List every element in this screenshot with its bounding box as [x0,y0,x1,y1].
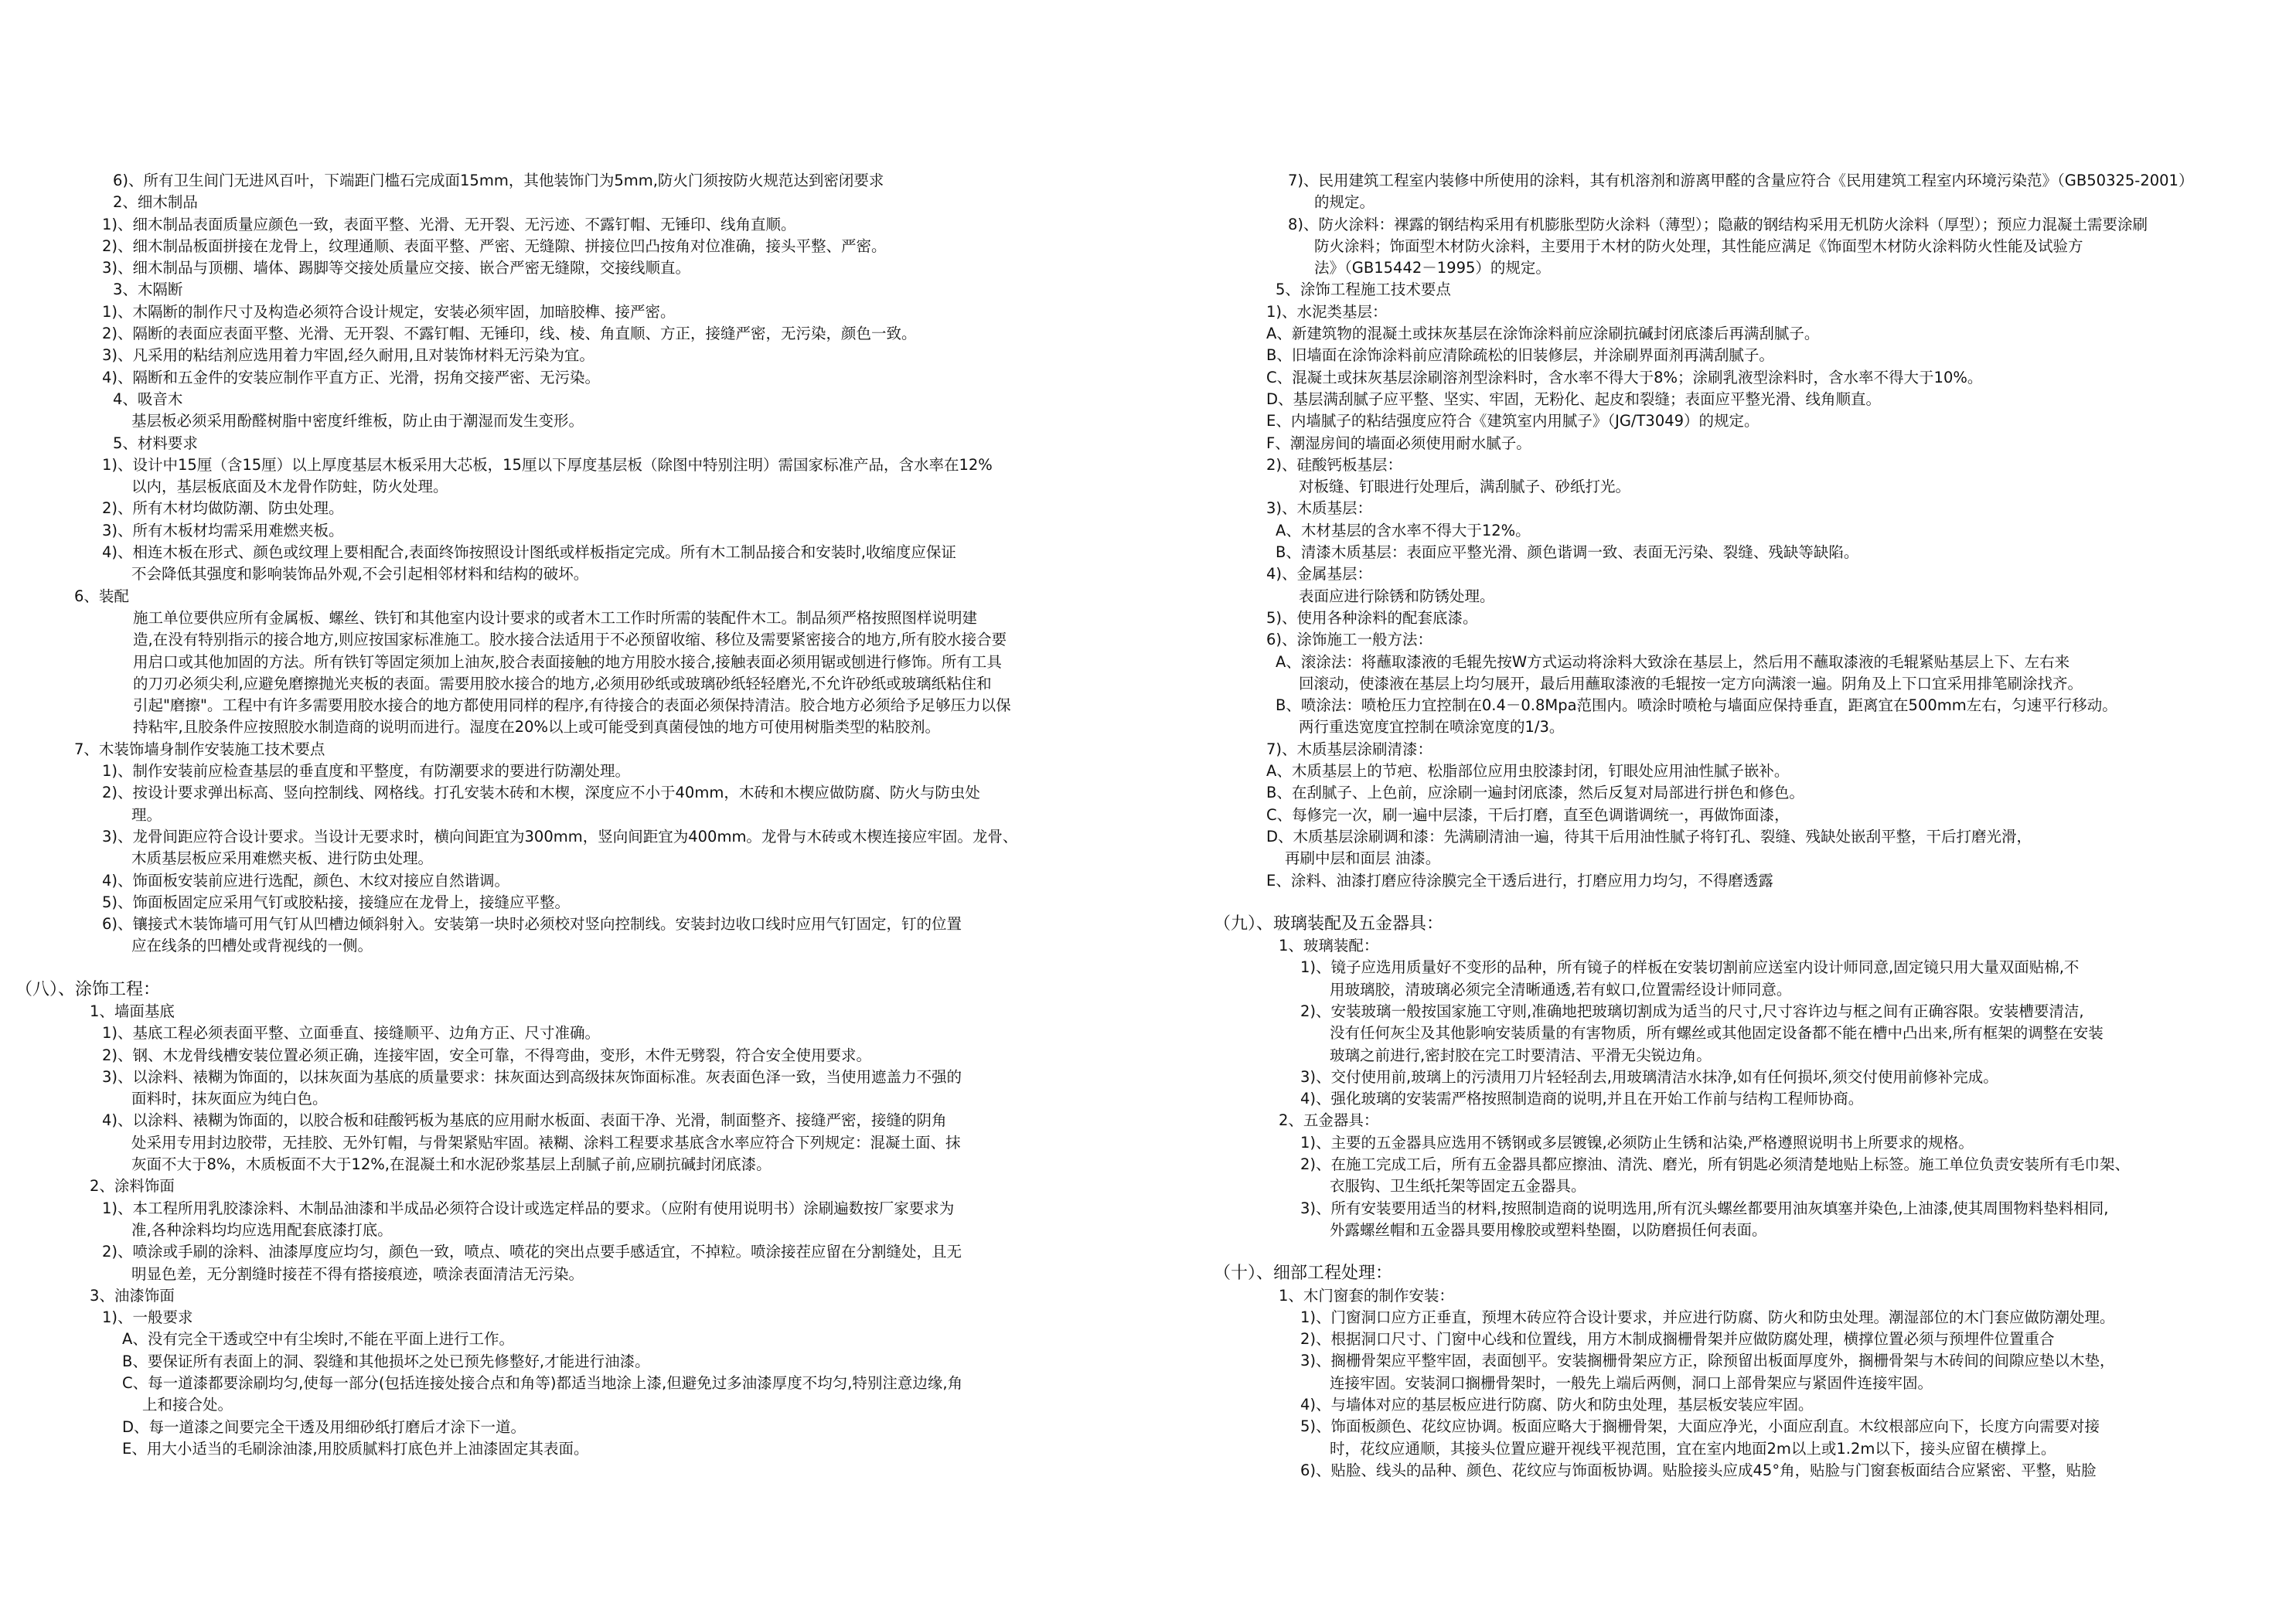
spec-line: 1)、设计中15厘（含15厘）以上厚度基层木板采用大芯板，15厘以下厚度基层板（除图中特别注明）需国家标准产品，含水率在12% [102,455,993,474]
spec-line: 3)、木质基层： [1266,499,1373,518]
spec-line: 2、细木制品 [113,193,198,212]
spec-line: 1、墙面基底 [90,1002,175,1020]
spec-line: 外露螺丝帽和五金器具要用橡胶或塑料垫圈，以防磨损任何表面。 [1330,1220,1767,1239]
spec-line: 应在线条的凹槽处或背视线的一侧。 [131,937,373,955]
spec-line: 木质基层板应采用难燃夹板、进行防虫处理。 [131,849,434,868]
spec-line: 基层板必须采用酚醛树脂中密度纤维板，防止由于潮湿而发生变形。 [131,412,584,430]
spec-line: 6)、涂饰施工一般方法： [1266,631,1433,649]
spec-line: 1)、木隔断的制作尺寸及构造必须符合设计规定，安装必须牢固，加暗胶榫、接严密。 [102,302,676,321]
spec-line: 3)、以涂料、裱糊为饰面的，以抹灰面为基底的质量要求：抹灰面达到高级抹灰饰面标准。灰表面色泽一致，当使用遮盖力不强的 [102,1067,962,1086]
spec-line: F、潮湿房间的墙面必须使用耐水腻子。 [1266,434,1531,452]
spec-line: 7、木装饰墙身制作安装施工技术要点 [74,740,325,758]
spec-line: 面料时，抹灰面应为纯白色。 [131,1090,328,1108]
spec-line: B、喷涂法：喷枪压力宜控制在0.4－0.8Mpa范围内。喷涂时喷枪与墙面应保持垂直，距离宜在500mm左右，匀速平行移动。 [1276,696,2117,715]
spec-line: 衣服钩、卫生纸托架等固定五金器具。 [1330,1177,1586,1196]
spec-line: B、要保证所有表面上的洞、裂缝和其他损坏之处已预先修整好,才能进行油漆。 [122,1352,650,1370]
spec-line: 2)、安装玻璃一般按国家施工守则,准确地把玻璃切割成为适当的尺寸,尺寸容许边与框之间有正确容限。安装槽要清洁, [1300,1002,2084,1020]
spec-line: 5、材料要求 [113,434,198,452]
spec-line: 灰面不大于8%，木质板面不大于12%,在混凝土和水泥砂浆基层上刮腻子前,应刷抗碱封闭底漆。 [131,1155,772,1174]
spec-line: C、每修完一次，刷一遍中层漆，干后打磨，直至色调谐调统一，再做饰面漆， [1266,805,1790,824]
spec-line: 1)、基底工程必须表面平整、立面垂直、接缝顺平、边角方正、尺寸准确。 [102,1024,601,1043]
spec-line: D、木质基层涂刷调和漆：先满刷清油一遍，待其干后用油性腻子将钉孔、裂缝、残缺处嵌刮平整，干后打磨光滑， [1266,827,2032,846]
spec-line: 2)、根据洞口尺寸、门窗中心线和位置线，用方木制成搁栅骨架并应做防腐处理，横撑位置必须与预埋件位置重合 [1300,1330,2055,1349]
spec-line: 引起"磨擦"。工程中有许多需要用胶水接合的地方都使用同样的程序,有待接合的表面必须保持清洁。胶合地方必须给予足够压力以保 [133,696,1011,715]
spec-line: 玻璃之前进行,密封胶在完工时要清洁、平滑无尖锐边角。 [1330,1046,1712,1064]
spec-line: B、在刮腻子、上色前，应涂刷一遍封闭底漆，然后反复对局部进行拼色和修色。 [1266,784,1804,802]
spec-line: E、用大小适当的毛刷涂油漆,用胶质腻料打底色并上油漆固定其表面。 [122,1439,589,1458]
spec-line: C、混凝土或抹灰基层涂刷溶剂型涂料时，含水率不得大于8%；涂刷乳液型涂料时，含水率不得大于10%。 [1266,368,1983,386]
spec-line: 2)、所有木材均做防潮、防虫处理。 [102,499,344,518]
spec-line: 理。 [131,805,162,824]
spec-line: 2)、硅酸钙板基层： [1266,455,1403,474]
spec-line: 2)、钢、木龙骨线槽安装位置必须正确，连接牢固，安全可靠，不得弯曲，变形，木件无劈裂，符合安全使用要求。 [102,1046,872,1064]
spec-line: 对板缝、钉眼进行处理后，满刮腻子、砂纸打光。 [1299,478,1631,496]
spec-line: 1)、水泥类基层： [1266,302,1388,321]
spec-line: 6)、所有卫生间门无进风百叶，下端距门槛石完成面15mm，其他装饰门为5mm,防火门须按防火规范达到密闭要求 [113,172,884,189]
spec-line: 再刷中层和面层 油漆。 [1285,849,1441,868]
spec-line: 上和接合处。 [142,1396,233,1414]
spec-line: 不会降低其强度和影响装饰品外观,不会引起相邻材料和结构的破坏。 [131,565,589,584]
spec-line: 2)、在施工完成工后，所有五金器具都应擦油、清洗、磨光，所有钥匙必须清楚地贴上标签。施工单位负责安装所有毛巾架、 [1300,1155,2131,1174]
section-heading: （八）、涂饰工程： [15,979,161,999]
left-column [15,170,1090,1460]
spec-line: 时，花纹应通顺，其接头位置应避开视线平视范围，宜在室内地面2m以上或1.2m以下，接头应留在横撑上。 [1330,1439,2056,1458]
spec-line: C、每一道漆都要涂刷均匀,使每一部分(包括连接处接合点和角等)都适当地涂上漆,但避免过多油漆厚度不均匀,特别注意边缘,角 [122,1374,963,1393]
spec-line: 防火涂料；饰面型木材防火涂料，主要用于木材的防火处理，其性能应满足《饰面型木材防火涂料防火性能及试验方 [1314,236,2083,255]
spec-line: 4)、隔断和五金件的安装应制作平直方正、光滑，拐角交接严密、无污染。 [102,368,601,386]
spec-line: 2)、喷涂或手刷的涂料、油漆厚度应均匀，颜色一致，喷点、喷花的突出点要手感适宜，不掉粒。喷涂接茬应留在分割缝处，且无 [102,1243,962,1261]
spec-line: 连接牢固。安装洞口搁栅骨架时，一般先上端后两侧，洞口上部骨架应与紧固件连接牢固。 [1330,1373,1933,1392]
section-heading: （九）、玻璃装配及五金器具： [1214,914,1444,934]
spec-line: E、内墙腻子的粘结强度应符合《建筑室内用腻子》（JG/T3049）的规定。 [1266,412,1759,430]
spec-line: 1)、制作安装前应检查基层的垂直度和平整度，有防潮要求的要进行防潮处理。 [102,762,631,781]
spec-line: 4)、以涂料、裱糊为饰面的，以胶合板和硅酸钙板为基底的应用耐水板面、表面干净、光滑，制面整齐、接缝严密，接缝的阴角 [102,1111,947,1130]
spec-line: 7)、木质基层涂刷清漆： [1266,740,1433,758]
spec-line: 造,在没有特别指示的接合地方,则应按国家标准施工。胶水接合法适用于不必预留收缩、移位及需要紧密接合的地方,所有胶水接合要 [133,631,1007,649]
spec-line: A、木材基层的含水率不得大于12%。 [1276,521,1531,539]
spacer [1214,892,2273,914]
spec-line: 的规定。 [1314,193,1375,212]
spec-line: 5)、使用各种涂料的配套底漆。 [1266,608,1478,627]
spec-line: 4)、金属基层： [1266,565,1373,584]
spec-line: 6、装配 [74,587,129,605]
spec-line: A、木质基层上的节疤、松脂部位应用虫胶漆封闭，钉眼处应用油性腻子嵌补。 [1266,762,1790,781]
spec-line: 5、涂饰工程施工技术要点 [1276,281,1451,299]
spec-line: 的刀刃必须尖利,应避免磨擦抛光夹板的表面。需要用胶水接合的地方,必须用砂纸或玻璃砂纸轻轻磨光,不允许砂纸或玻璃纸粘住和 [133,674,992,692]
spec-line: D、基层满刮腻子应平整、坚实、牢固，无粉化、起皮和裂缝；表面应平整光滑、线角顺直。 [1266,390,1882,408]
spec-line: 3)、所有木板材均需采用难燃夹板。 [102,521,344,539]
spec-line: 4)、与墙体对应的基层板应进行防腐、防火和防虫处理，基层板安装应牢固。 [1300,1396,1814,1414]
spec-line: 1)、细木制品表面质量应颜色一致，表面平整、光滑、无开裂、无污迹、不露钉帽、无锤印、线角直顺。 [102,215,796,233]
spec-line: 4)、饰面板安装前应进行选配，颜色、木纹对接应自然谐调。 [102,871,510,890]
spec-line: 准,各种涂料均均应选用配套底漆打底。 [131,1220,393,1239]
spec-line: 3)、龙骨间距应符合设计要求。当设计无要求时，横向间距宜为300mm，竖向间距宜为400mm。龙骨与木砖或木楔连接应牢固。龙骨、 [102,827,1018,846]
right-column [1214,170,2273,1482]
spec-line: 用启口或其他加固的方法。所有铁钉等固定须加上油灰,胶合表面接触的地方用胶水接合,接触表面必须用锯或刨进行修饰。所有工具 [133,652,1002,671]
spec-line: A、新建筑物的混凝土或抹灰基层在涂饰涂料前应涂刷抗碱封闭底漆后再满刮腻子。 [1266,325,1820,343]
spec-line: 4)、相连木板在形式、颜色或纹理上要相配合,表面终饰按照设计图纸或样板指定完成。所有木工制品接合和安装时,收缩度应保证 [102,543,956,562]
spec-line: 3)、搁栅骨架应平整牢固，表面刨平。安装搁栅骨架应方正，除预留出板面厚度外，搁栅骨架与木砖间的间隙应垫以木垫， [1300,1352,2115,1370]
spec-line: 3)、交付使用前,玻璃上的污渍用刀片轻轻刮去,用玻璃清洁水抹净,如有任何损坏,须交付使用前修补完成。 [1300,1067,1998,1086]
spacer [1214,1241,2273,1263]
spec-line: 1)、一般要求 [102,1308,193,1327]
spec-line: 1)、主要的五金器具应选用不锈钢或多层镀镍,必须防止生锈和沾染,严格遵照说明书上所要求的规格。 [1300,1133,1974,1152]
spec-line: 3)、凡采用的粘结剂应选用着力牢固,经久耐用,且对装饰材料无污染为宜。 [102,346,594,365]
spec-line: 施工单位要供应所有金属板、螺丝、铁钉和其他室内设计要求的或者木工工作时所需的装配件木工。制品须严格按照图样说明建 [133,608,978,627]
spec-line: B、清漆木质基层：表面应平整光滑、颜色谐调一致、表面无污染、裂缝、残缺等缺陷。 [1276,543,1859,562]
spec-line: 7)、民用建筑工程室内装修中所使用的涂料，其有机溶剂和游离甲醛的含量应符合《民用建筑工程室内环境污染范》（GB50325-2001） [1288,172,2194,189]
spec-line: 2、五金器具： [1279,1111,1379,1130]
spec-line: 持粘牢,且胶条件应按照胶水制造商的说明而进行。湿度在20%以上或可能受到真菌侵蚀的地方可使用树脂类型的粘胶剂。 [133,718,941,737]
spacer [15,958,1090,979]
spec-line: 3)、细木制品与顶棚、墙体、踢脚等交接处质量应交接、嵌合严密无缝隙，交接线顺直。 [102,259,691,277]
spec-line: 明显色差，无分割缝时接茬不得有搭接痕迹，喷涂表面清洁无污染。 [131,1264,584,1283]
spec-line: 以内，基层板底面及木龙骨作防蛀，防火处理。 [131,478,448,496]
spec-line: A、没有完全干透或空中有尘埃时,不能在平面上进行工作。 [122,1330,515,1349]
spec-line: 4、吸音木 [113,390,183,408]
spec-line: 没有任何灰尘及其他影响安装质量的有害物质，所有螺丝或其他固定设备都不能在槽中凸出来,所有框架的调整在安装 [1330,1024,2104,1043]
spec-line: 5)、饰面板颜色、花纹应协调。板面应略大于搁栅骨架，大面应净光，小面应刮直。木纹根部应向下，长度方向需要对接 [1300,1417,2100,1436]
spec-line: 用玻璃胶，清玻璃必须完全清晰通透,若有蚁口,位置需经设计师同意。 [1330,980,1792,999]
spec-line: 4)、强化玻璃的安装需严格按照制造商的说明,并且在开始工作前与结构工程师协商。 [1300,1090,1864,1108]
spec-line: 回滚动，使漆液在基层上均匀展开，最后用蘸取漆液的毛辊按一定方向满滚一遍。阴角及上下口宜采用排笔刷涂找齐。 [1299,674,2083,692]
spec-line: 3、木隔断 [113,281,183,299]
spec-line: 5)、饰面板固定应采用气钉或胶粘接，接缝应在龙骨上，接缝应平整。 [102,893,571,911]
spec-line: 3、油漆饰面 [90,1286,175,1305]
spec-line: 2)、细木制品板面拼接在龙骨上，纹理通顺、表面平整、严密、无缝隙、拼接位凹凸按角对位准确，接头平整、严密。 [102,236,887,255]
spec-line: 1、木门窗套的制作安装： [1279,1286,1454,1305]
spec-line: B、旧墙面在涂饰涂料前应清除疏松的旧装修层，并涂刷界面剂再满刮腻子。 [1266,346,1774,365]
spec-line: 2)、隔断的表面应表面平整、光滑、无开裂、不露钉帽、无锤印，线、棱、角直顺、方正，接缝严密，无污染，颜色一致。 [102,325,917,343]
spec-line: 处采用专用封边胶带，无挂胶、无外钉帽，与骨架紧贴牢固。裱糊、涂料工程要求基底含水率应符合下列规定：混凝土面、抹 [131,1133,961,1152]
section-heading: （十）、细部工程处理： [1214,1264,1393,1284]
spec-line: 8)、防火涂料：裸露的钢结构采用有机膨胀型防火涂料（薄型）；隐蔽的钢结构采用无机防火涂料（厚型）；预应力混凝土需要涂刷 [1288,215,2148,233]
spec-line: 2)、按设计要求弹出标高、竖向控制线、网格线。打孔安装木砖和木楔，深度应不小于40mm，木砖和木楔应做防腐、防火与防虫处 [102,784,980,802]
spec-line: 2、涂料饰面 [90,1177,175,1196]
spec-line: 表面应进行除锈和防锈处理。 [1299,587,1495,605]
spec-line: D、每一道漆之间要完全干透及用细砂纸打磨后才涂下一道。 [122,1417,526,1436]
spec-line: E、涂料、油漆打磨应待涂膜完全干透后进行，打磨应用力均匀，不得磨透露 [1266,871,1773,890]
spec-line: 法》（GB15442－1995）的规定。 [1314,259,1551,277]
spec-line: 3)、所有安装要用适当的材料,按照制造商的说明选用,所有沉头螺丝都要用油灰填塞并染色,上油漆,使其周围物料垫料相同, [1300,1199,2109,1217]
spec-line: 6)、镶接式木装饰墙可用气钉从凹槽边倾斜射入。安装第一块时必须校对竖向控制线。安装封边收口线时应用气钉固定，钉的位置 [102,915,962,934]
spec-line: 6)、贴脸、线头的品种、颜色、花纹应与饰面板协调。贴脸接头应成45°角，贴脸与门窗套板面结合应紧密、平整，贴脸 [1300,1461,2097,1479]
spec-line: 两行重迭宽度宜控制在喷涂宽度的1/3。 [1299,718,1565,737]
spec-line: 1)、镜子应选用质量好不变形的品种，所有镜子的样板在安装切割前应送室内设计师同意,固定镜只用大量双面贴棉,不 [1300,958,2080,977]
spec-line: 1)、门窗洞口应方正垂直，预埋木砖应符合设计要求，并应进行防腐、防火和防虫处理。潮湿部位的木门套应做防潮处理。 [1300,1308,2115,1326]
spec-line: 1)、本工程所用乳胶漆涂料、木制品油漆和半成品必须符合设计或选定样品的要求。（应附有使用说明书）涂刷遍数按厂家要求为 [102,1199,955,1217]
spec-line: A、滚涂法：将蘸取漆液的毛辊先按W方式运动将涂料大致涂在基层上，然后用不蘸取漆液的毛辊紧贴基层上下、左右来 [1276,652,2070,671]
spec-line: 1、玻璃装配： [1279,937,1379,955]
